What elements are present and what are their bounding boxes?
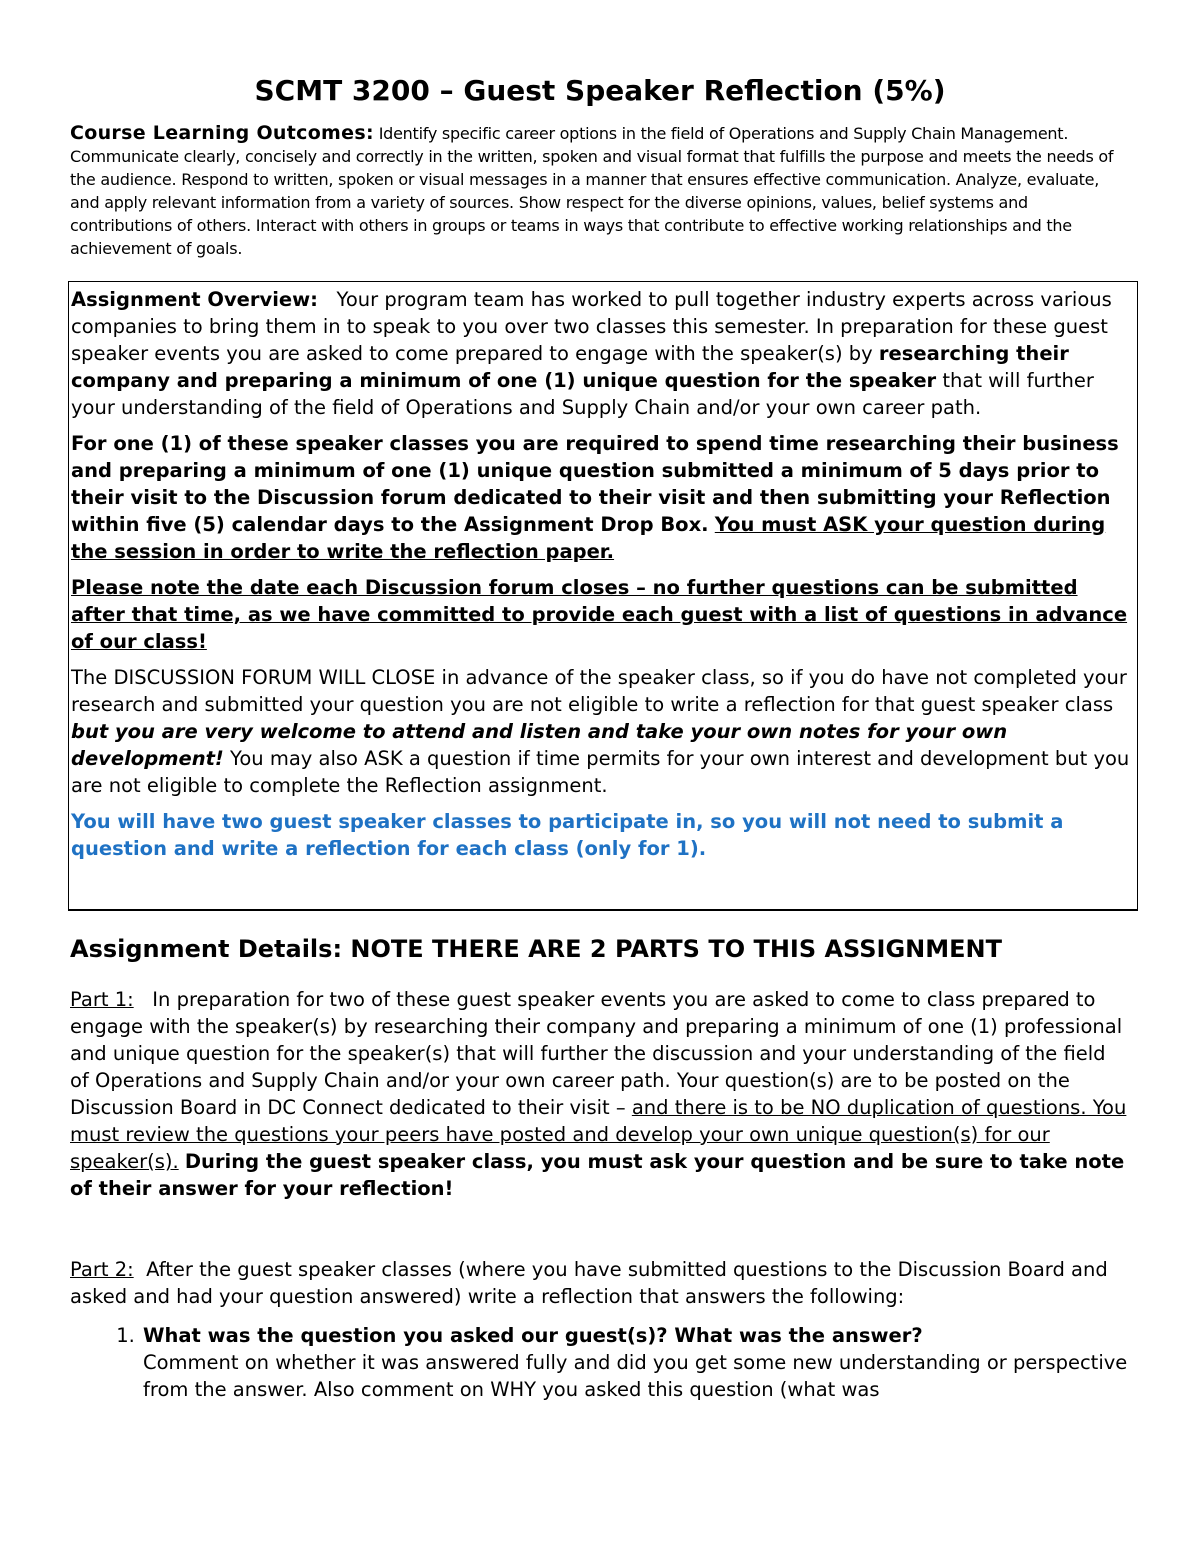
assignment-overview-box <box>68 281 1138 911</box>
outcomes-text: Identify specific career options in the field of Operations and Supply Chain Management. Communicate clearly, concisely and correctly in the written, spoken and visual format that fulfills the purpose and meets the needs of the audience. Respond to written, spoken or visual messages in a manner that ensures effective communication. Analyze, evaluate, and apply relevant information from a variety of sources. Show respect for the diverse opinions, values, belief systems and contributions of others. Interact with others in groups or teams in ways that contribute to effective working relationships and the achievement of goals. <box>70 124 1114 258</box>
overview-p4-b: You may also ASK a question if time permits for your own interest and development but you are not eligible to complete the Reflection assignment. <box>71 747 1130 797</box>
part-1-bold: During the guest speaker class, you must ask your question and be sure to take note of their answer for your reflection! <box>70 1150 1125 1200</box>
assignment-details <box>70 932 1130 1403</box>
part-1-underlined: and there is to be NO duplication of questions. You must review the questions your peers have posted and develop your own unique question(s) for our speaker(s). <box>70 1096 1127 1173</box>
part-2-text: After the guest speaker classes (where you have submitted questions to the Discussion Board and asked and had your question answered) write a reflection that answers the following: <box>70 1258 1108 1308</box>
part-2-label: Part 2: <box>70 1258 134 1281</box>
page-title: SCMT 3200 – Guest Speaker Reflection (5%) <box>254 74 946 107</box>
course-learning-outcomes <box>70 122 1130 260</box>
overview-paragraph-4 <box>71 664 1137 799</box>
document-page <box>70 70 1130 1401</box>
part-2-paragraph <box>70 1256 1130 1310</box>
details-heading: Assignment Details: NOTE THERE ARE 2 PARTS TO THIS ASSIGNMENT <box>70 935 1002 963</box>
question-1-text: Comment on whether it was answered fully and did you get some new understanding or perspective from the answer. Also comment on WHY you asked this question (what was <box>143 1351 1128 1401</box>
outcomes-label: Course Learning Outcomes: <box>70 122 374 144</box>
overview-p1-bold: researching their company and preparing a minimum of one (1) unique question for the speaker <box>71 342 1069 392</box>
overview-p4-a: The DISCUSSION FORUM WILL CLOSE in advance of the speaker class, so if you do have not completed your research and submitted your question you are not eligible to write a reflection for that guest speaker class <box>71 666 1127 716</box>
overview-p5-blue: You will have two guest speaker classes to participate in, so you will not need to submit a question and write a reflection for each class (only for 1). <box>71 810 1064 860</box>
overview-label: Assignment Overview: <box>71 288 318 311</box>
overview-paragraph-5 <box>71 808 1137 862</box>
overview-p3: Please note the date each Discussion forum closes – no further questions can be submitted after that time, as we have committed to provide each guest with a list of questions in advance of our class! <box>71 576 1128 653</box>
overview-paragraph-2 <box>71 430 1137 565</box>
overview-p2-bold: For one (1) of these speaker classes you are required to spend time researching their business and preparing a minimum of one (1) unique question submitted a minimum of 5 days prior to their visit to the Discussion forum dedicated to their visit and then submitting your Reflection within five (5) calendar days to the Assignment Drop Box. <box>71 432 1119 536</box>
part-1-paragraph <box>70 986 1130 1202</box>
overview-p1-a: Your program team has worked to pull together industry experts across various companies to bring them in to speak to you over two classes this semester. In preparation for these guest speaker events you are asked to come prepared to engage with the speaker(s) by <box>71 288 1112 365</box>
overview-p2-underlined: You must ASK your question during the session in order to write the reflection paper. <box>71 513 1106 563</box>
question-1-bold: What was the question you asked our guest(s)? What was the answer? <box>143 1324 923 1347</box>
reflection-questions-list <box>70 1322 1130 1403</box>
list-item <box>141 1322 1130 1403</box>
overview-p4-bold-italic: but you are very welcome to attend and listen and take your own notes for your own development! <box>71 720 1008 770</box>
overview-paragraph-3 <box>71 574 1137 655</box>
part-1-text: In preparation for two of these guest speaker events you are asked to come to class prepared to engage with the speaker(s) by researching their company and preparing a minimum of one (1) professional and unique question for the speaker(s) that will further the discussion and your understanding of the field of Operations and Supply Chain and/or your own career path. Your question(s) are to be posted on the Discussion Board in DC Connect dedicated to their visit – <box>70 988 1123 1119</box>
overview-paragraph-1 <box>71 286 1137 421</box>
part-1-label: Part 1: <box>70 988 134 1011</box>
overview-p1-b: that will further your understanding of the field of Operations and Supply Chain and/or your own career path. <box>71 369 1094 419</box>
